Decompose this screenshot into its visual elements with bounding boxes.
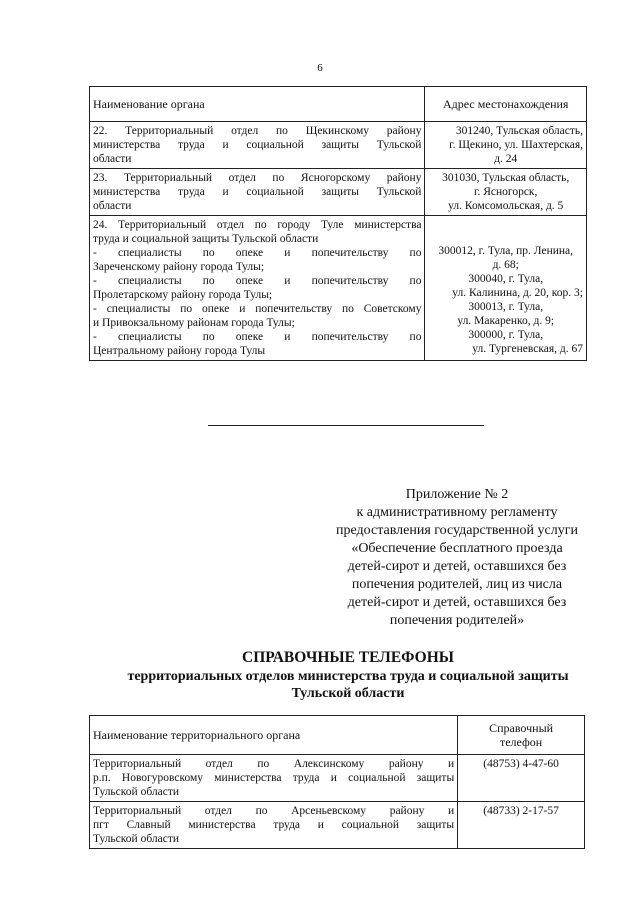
header-address: Адрес местонахождения	[425, 87, 587, 122]
header-organ-name: Наименование органа	[90, 87, 425, 122]
cell-line: д. 24	[494, 153, 518, 165]
cell-line: д. 68;	[492, 259, 519, 271]
organ-name-cell	[90, 216, 425, 361]
header-phone-line: телефон	[499, 735, 543, 749]
cell-line: Территориальный отдел по Арсеньевскому району и	[93, 805, 455, 817]
cell-line: области	[93, 200, 132, 212]
cell-line: Тульской области	[93, 786, 180, 798]
cell-line: Тульской области	[93, 833, 180, 845]
cell-line: 23. Территориальный отдел по Ясногорскому району	[93, 172, 422, 184]
appendix-line: детей-сирот и детей, оставшихся без	[347, 559, 567, 574]
appendix-line: попечения родителей»	[389, 613, 525, 628]
header-phone-line: Справочный	[489, 721, 554, 735]
offices-address-table	[89, 86, 587, 361]
phone-cell: (48733) 2-17-57	[458, 802, 585, 849]
cell-line: 300040, г. Тула,	[468, 273, 544, 285]
address-cell	[425, 169, 587, 216]
cell-line: - специалисты по опеке и попечительству по	[93, 331, 422, 343]
header-territorial-organ: Наименование территориального органа	[90, 716, 458, 755]
cell-line: 22. Территориальный отдел по Щекинскому району	[93, 125, 422, 137]
address-cell	[425, 216, 587, 361]
cell-line: министерства труда и социальной защиты Тульской	[93, 186, 422, 198]
cell-line: Центральному району города Тулы	[93, 345, 266, 357]
cell-line: г. Щекино, ул. Шахтерская,	[449, 139, 583, 151]
appendix-line: детей-сирот и детей, оставшихся без	[347, 595, 567, 610]
cell-line: 300000, г. Тула,	[468, 329, 544, 341]
section-divider	[208, 425, 484, 426]
appendix-line: Приложение № 2	[405, 487, 509, 502]
cell-line: 301030, Тульская область,	[442, 172, 570, 184]
table-row	[90, 169, 587, 216]
cell-line: ул. Комсомольская, д. 5	[448, 200, 564, 212]
table-header-row	[90, 716, 585, 755]
cell-line: Пролетарскому району города Тулы;	[93, 289, 273, 301]
organ-name-cell	[90, 169, 425, 216]
organ-name-cell	[90, 755, 458, 802]
cell-line: труда и социальной защиты Тульской области	[93, 233, 319, 245]
heading-subtitle-line: Тульской области	[291, 686, 405, 701]
phones-table	[89, 715, 585, 849]
cell-line: ул. Макаренко, д. 9;	[457, 315, 555, 327]
organ-name-cell	[90, 802, 458, 849]
appendix-line: «Обеспечение бесплатного проезда	[351, 541, 563, 556]
cell-line: г. Ясногорск,	[474, 186, 538, 198]
cell-line: министерства труда и социальной защиты Тульской	[93, 139, 422, 151]
cell-line: 300012, г. Тула, пр. Ленина,	[438, 245, 574, 257]
table-row	[90, 216, 587, 361]
cell-line: ул. Калинина, д. 20, кор. 3;	[452, 287, 583, 299]
table-row	[90, 122, 587, 169]
heading-subtitle-line: территориальных отделов министерства труда и социальной защиты	[127, 669, 569, 684]
cell-line: 300013, г. Тула,	[468, 301, 544, 313]
cell-line: Зареченскому району города Тулы;	[93, 261, 265, 273]
appendix-line: предоставления государственной услуги	[336, 523, 578, 538]
address-cell	[425, 122, 587, 169]
header-phone	[458, 716, 585, 755]
cell-line: 24. Территориальный отдел по городу Туле министерства	[93, 219, 422, 231]
cell-line: Территориальный отдел по Алексинскому району и	[93, 758, 455, 770]
organ-name-cell	[90, 122, 425, 169]
cell-line: и Привокзальному районам города Тулы;	[93, 317, 295, 329]
appendix-line: к административному регламенту	[356, 505, 558, 520]
cell-line: области	[93, 153, 132, 165]
phone-cell: (48753) 4-47-60	[458, 755, 585, 802]
cell-line: - специалисты по опеке и попечительству по	[93, 275, 422, 287]
cell-line: 301240, Тульская область,	[455, 125, 583, 137]
cell-line: - специалисты по опеке и попечительству по	[93, 247, 422, 259]
appendix-caption	[312, 486, 602, 630]
table-row	[90, 755, 585, 802]
table-row	[90, 802, 585, 849]
appendix-line: попечения родителей, лиц из числа	[351, 577, 563, 592]
cell-line: ул. Тургеневская, д. 67	[472, 343, 583, 355]
cell-line: р.п. Новогуровскому министерства труда и социальной защиты	[93, 772, 455, 784]
cell-line: - специалисты по опеке и попечительству по Советскому	[93, 303, 422, 315]
table-header-row	[90, 87, 587, 122]
heading-title: СПРАВОЧНЫЕ ТЕЛЕФОНЫ	[242, 649, 454, 666]
section-heading	[100, 649, 596, 702]
page-number: 6	[317, 62, 323, 74]
cell-line: пгт Славный министерства труда и социальной защиты	[93, 819, 455, 831]
